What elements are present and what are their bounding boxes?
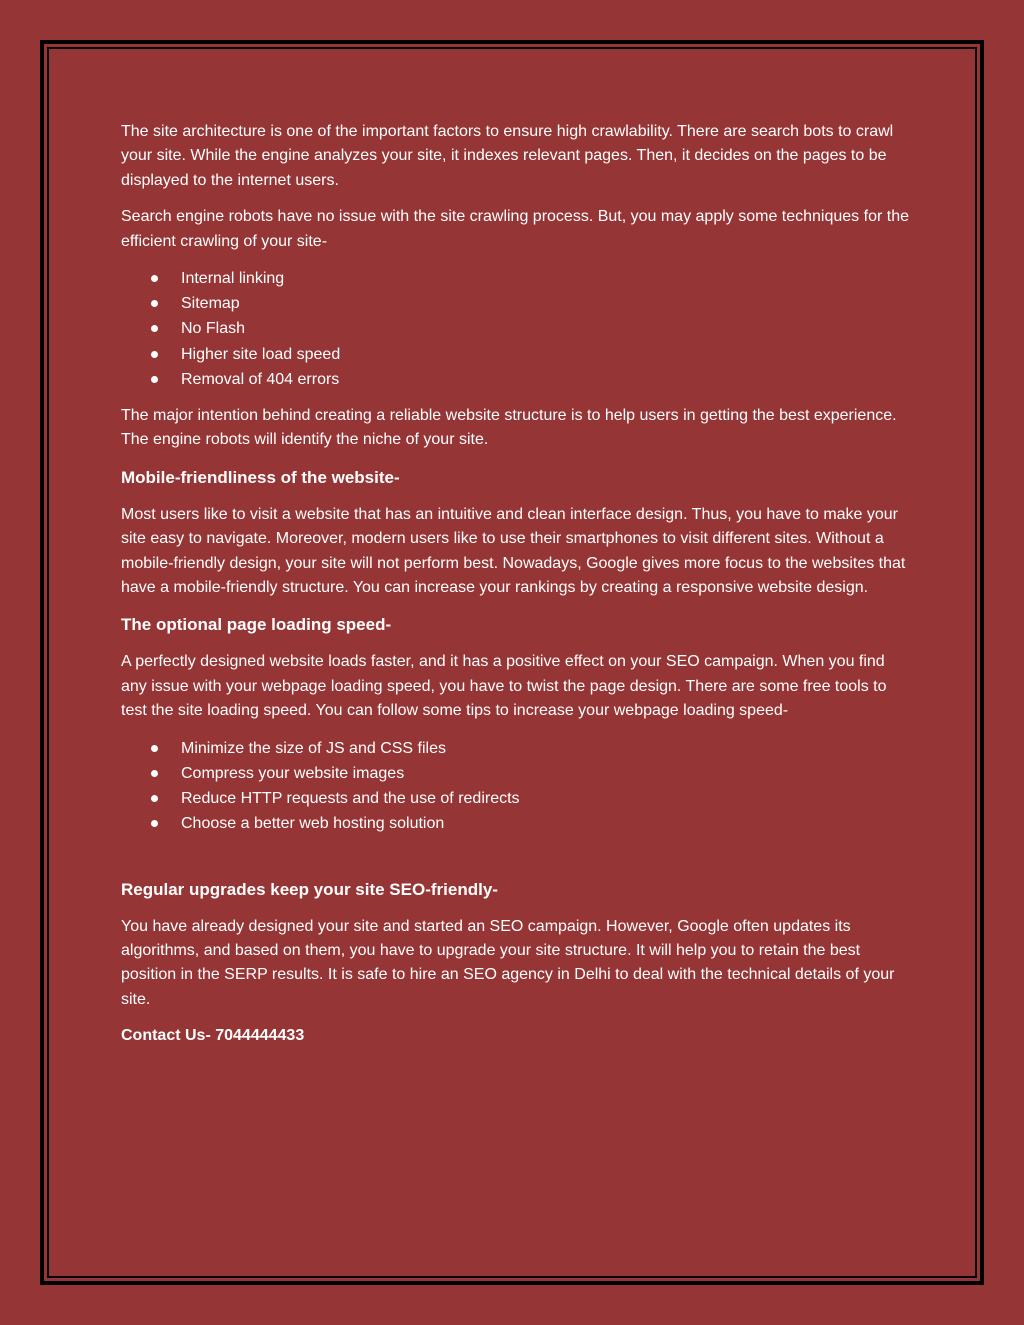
upgrades-paragraph: You have already designed your site and started an SEO campaign. However, Google often updates its algorithms, and based on them, you have to upgrade your site structure. It will help you to retain the best position in the SERP results. It is safe to hire an SEO agency in Delhi to deal with the technical details of your site. <box>121 917 895 1008</box>
list-item: Sitemap <box>121 291 911 316</box>
list-item: Choose a better web hosting solution <box>121 811 911 836</box>
bullet-icon <box>151 770 158 777</box>
bullet-icon <box>151 795 158 802</box>
intro-paragraph-2: Search engine robots have no issue with the site crawling process. But, you may apply some techniques for the efficient crawling of your site- <box>121 208 909 250</box>
list-item: Reduce HTTP requests and the use of redirects <box>121 786 911 811</box>
list-item: Removal of 404 errors <box>121 367 911 392</box>
intro-paragraph-3: The major intention behind creating a reliable website structure is to help users in getting the best experience. The engine robots will identify the niche of your site. <box>121 407 897 449</box>
list-item: Higher site load speed <box>121 342 911 367</box>
list-item: Internal linking <box>121 266 911 291</box>
bullet-icon <box>151 300 158 307</box>
list-item: No Flash <box>121 316 911 341</box>
bullet-icon <box>151 820 158 827</box>
bullet-icon <box>151 376 158 383</box>
mobile-paragraph: Most users like to visit a website that has an intuitive and clean interface design. Thus, you have to make your site easy to navigate. Moreover, modern users like to use their smartphones to visit different sites. Without a mobile-friendly design, your site will not perform best. Nowadays, Google gives more focus to the websites that have a mobile-friendly structure. You can increase your rankings by creating a responsive website design. <box>121 505 906 597</box>
section-spacer <box>121 849 911 877</box>
speed-heading: The optional page loading speed- <box>121 615 392 635</box>
speed-paragraph: A perfectly designed website loads faster, and it has a positive effect on your SEO campaign. When you find any issue with your webpage loading speed, you have to twist the page design. There are some free tools to test the site loading speed. You can follow some tips to increase your webpage loading speed- <box>121 653 887 720</box>
upgrades-heading: Regular upgrades keep your site SEO-friendly- <box>121 879 498 899</box>
bullet-icon <box>151 325 158 332</box>
list-item: Compress your website images <box>121 761 911 786</box>
speed-tips-list <box>121 736 911 837</box>
bullet-icon <box>151 351 158 358</box>
mobile-heading: Mobile-friendliness of the website- <box>121 467 400 487</box>
document-body <box>121 120 911 1061</box>
crawling-techniques-list <box>121 266 911 392</box>
list-item: Minimize the size of JS and CSS files <box>121 736 911 761</box>
bullet-icon <box>151 745 158 752</box>
bullet-icon <box>151 275 158 282</box>
contact-line: Contact Us- 7044444433 <box>121 1027 305 1045</box>
intro-paragraph-1: The site architecture is one of the important factors to ensure high crawlability. There are search bots to crawl your site. While the engine analyzes your site, it indexes relevant pages. Then, it decides on the pages to be displayed to the internet users. <box>121 123 894 189</box>
